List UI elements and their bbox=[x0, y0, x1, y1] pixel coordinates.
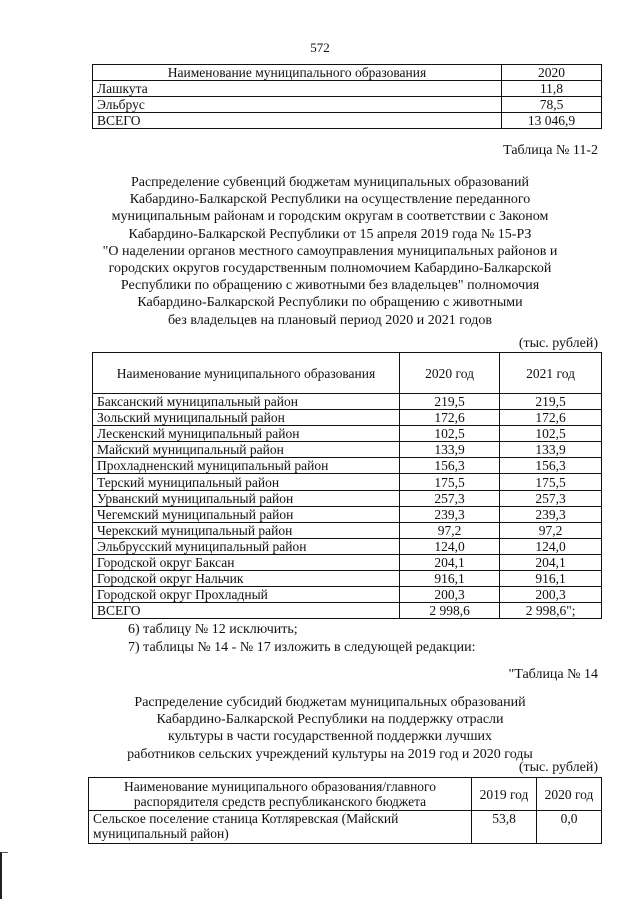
table-row bbox=[93, 587, 602, 603]
title-line: Кабардино-Балкарской Республики от 15 апреля 2019 года № 15-РЗ bbox=[128, 226, 532, 242]
cell-2020: 916,1 bbox=[400, 571, 500, 587]
header-2020: 2020 год bbox=[400, 353, 500, 394]
table-row bbox=[93, 571, 602, 587]
cell-name: Баксанский муниципальный район bbox=[93, 394, 400, 410]
cell-2020: 124,0 bbox=[400, 538, 500, 554]
cell-2020: 239,3 bbox=[400, 506, 500, 522]
header-2020: 2020 год bbox=[537, 778, 602, 811]
cell-name: Чегемский муниципальный район bbox=[93, 506, 400, 522]
table-row bbox=[93, 394, 602, 410]
cell-name: Сельское поселение станица Котляревская (Майский муниципальный район) bbox=[89, 811, 472, 844]
title-line: городских округов государственным полномочием Кабардино-Балкарской bbox=[108, 261, 552, 277]
paragraph: 7) таблицы № 14 - № 17 изложить в следующей редакции: bbox=[128, 640, 476, 655]
cell-2020: 200,3 bbox=[400, 587, 500, 603]
title-line: Распределение субсидий бюджетам муниципальных образований bbox=[134, 695, 526, 710]
title-line: Кабардино-Балкарской Республики по обращению с животными bbox=[137, 295, 523, 311]
cell-name: Урванский муниципальный район bbox=[93, 490, 400, 506]
table-row bbox=[93, 113, 602, 129]
cell-name: Зольский муниципальный район bbox=[93, 410, 400, 426]
header-2019: 2019 год bbox=[472, 778, 537, 811]
header-year: 2020 bbox=[502, 65, 602, 81]
cell-2021: 200,3 bbox=[500, 587, 602, 603]
cell-name: Майский муниципальный район bbox=[93, 442, 400, 458]
cell-2020: 2 998,6 bbox=[400, 603, 500, 619]
cell-2020: 175,5 bbox=[400, 474, 500, 490]
table-row bbox=[93, 97, 602, 113]
cell-2020: 102,5 bbox=[400, 426, 500, 442]
cell-name: Лескенский муниципальный район bbox=[93, 426, 400, 442]
table-header-row bbox=[93, 353, 602, 394]
table-row bbox=[93, 506, 602, 522]
cell-2021: 204,1 bbox=[500, 554, 602, 570]
table-label: Таблица № 11-2 bbox=[503, 143, 598, 158]
cell-2020: 172,6 bbox=[400, 410, 500, 426]
title-line: Кабардино-Балкарской Республики на поддержку отрасли bbox=[156, 712, 504, 728]
table-row bbox=[89, 811, 602, 844]
table-row bbox=[93, 81, 602, 97]
table-11-2 bbox=[92, 352, 602, 619]
table-row bbox=[93, 490, 602, 506]
cell-2021: 175,5 bbox=[500, 474, 602, 490]
cell-name: Городской округ Нальчик bbox=[93, 571, 400, 587]
cell-2021: 156,3 bbox=[500, 458, 602, 474]
cell-name: ВСЕГО bbox=[93, 113, 502, 129]
header-2021: 2021 год bbox=[500, 353, 602, 394]
cell-2020: 257,3 bbox=[400, 490, 500, 506]
cell-2021: 124,0 bbox=[500, 538, 602, 554]
title-line: Распределение субвенций бюджетам муниципальных образований bbox=[130, 175, 530, 190]
table-row bbox=[93, 458, 602, 474]
cell-2021: 172,6 bbox=[500, 410, 602, 426]
table-row bbox=[93, 522, 602, 538]
title-line: без владельцев на плановый период 2020 и 2021 годов bbox=[167, 312, 493, 328]
table-header-row bbox=[89, 778, 602, 811]
cell-2021: 97,2 bbox=[500, 522, 602, 538]
cell-2021: 2 998,6"; bbox=[500, 603, 602, 619]
title-line: работников сельских учреждений культуры на 2019 год и 2020 годы bbox=[127, 746, 533, 762]
cell-value: 78,5 bbox=[502, 97, 602, 113]
cell-name: Эльбрусский муниципальный район bbox=[93, 538, 400, 554]
table-row bbox=[93, 538, 602, 554]
cell-2021: 916,1 bbox=[500, 571, 602, 587]
table-row bbox=[93, 554, 602, 570]
units-label: (тыс. рублей) bbox=[518, 336, 598, 351]
table-title bbox=[60, 694, 600, 763]
cell-2021: 133,9 bbox=[500, 442, 602, 458]
units-label: (тыс. рублей) bbox=[518, 760, 598, 775]
title-line: "О наделении органов местного самоуправления муниципальных районов и bbox=[102, 243, 558, 259]
title-line: муниципальным районам и городским округам в соответствии с Законом bbox=[111, 209, 549, 225]
cell-name: Городской округ Прохладный bbox=[93, 587, 400, 603]
cell-2021: 219,5 bbox=[500, 394, 602, 410]
table-14 bbox=[88, 777, 602, 844]
cell-name: Терский муниципальный район bbox=[93, 474, 400, 490]
cell-2020: 204,1 bbox=[400, 554, 500, 570]
cell-name: ВСЕГО bbox=[93, 603, 400, 619]
cell-name: Черекский муниципальный район bbox=[93, 522, 400, 538]
cell-2021: 102,5 bbox=[500, 426, 602, 442]
cell-2020: 133,9 bbox=[400, 442, 500, 458]
table-row bbox=[93, 426, 602, 442]
header-name: Наименование муниципального образования bbox=[93, 353, 400, 394]
cell-name: Лашкута bbox=[93, 81, 502, 97]
cell-2021: 239,3 bbox=[500, 506, 602, 522]
page-number: 572 bbox=[310, 40, 330, 55]
table-top bbox=[92, 64, 602, 129]
cell-name: Эльбрус bbox=[93, 97, 502, 113]
table-header-row bbox=[93, 65, 602, 81]
cell-2020: 156,3 bbox=[400, 458, 500, 474]
title-line: культуры в части государственной поддержки лучших bbox=[168, 729, 492, 745]
header-name: Наименование муниципального образования/главного распорядителя средств республиканского бюджета bbox=[89, 778, 472, 811]
cell-2020: 219,5 bbox=[400, 394, 500, 410]
cell-2021: 257,3 bbox=[500, 490, 602, 506]
table-title bbox=[60, 174, 600, 329]
table-label: "Таблица № 14 bbox=[508, 667, 598, 682]
cell-name: Прохладненский муниципальный район bbox=[93, 458, 400, 474]
title-line: Кабардино-Балкарской Республики на осуществление переданного bbox=[129, 192, 531, 208]
table-row-total bbox=[93, 603, 602, 619]
cell-value: 13 046,9 bbox=[502, 113, 602, 129]
paragraph: 6) таблицу № 12 исключить; bbox=[128, 622, 298, 637]
cell-value: 11,8 bbox=[502, 81, 602, 97]
title-line: Республики по обращению с животными без владельцев" полномочия bbox=[120, 278, 540, 294]
header-name: Наименование муниципального образования bbox=[93, 65, 502, 81]
cell-2020: 0,0 bbox=[537, 811, 602, 844]
table-row bbox=[93, 410, 602, 426]
margin-mark bbox=[0, 852, 8, 899]
cell-name: Городской округ Баксан bbox=[93, 554, 400, 570]
table-row bbox=[93, 442, 602, 458]
table-row bbox=[93, 474, 602, 490]
cell-2020: 97,2 bbox=[400, 522, 500, 538]
cell-2019: 53,8 bbox=[472, 811, 537, 844]
